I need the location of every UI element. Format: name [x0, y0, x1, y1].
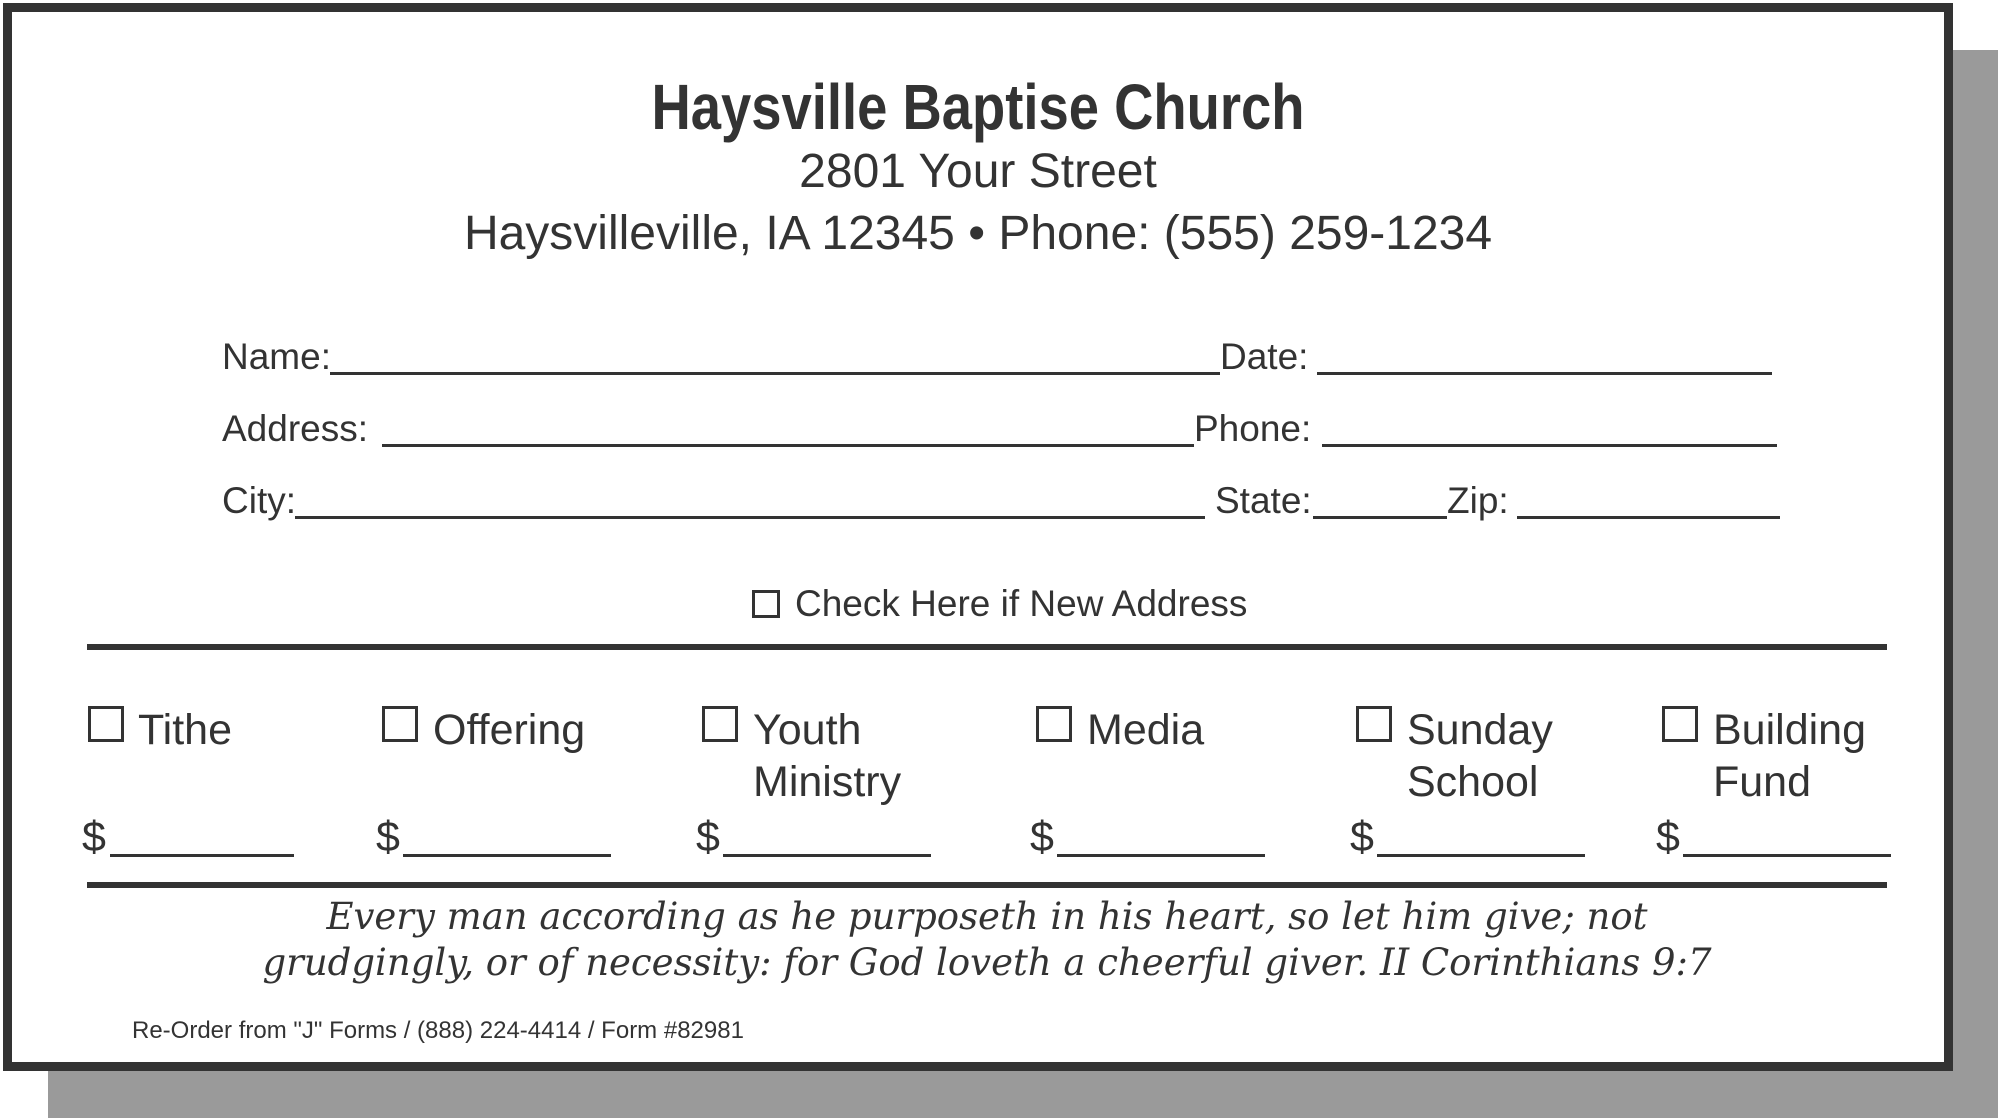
verse-line-2: grudgingly, or of necessity: for God loveth a cheerful giver. II Corinthians 9:7 [262, 941, 1712, 984]
fund-building-fund-label [1713, 704, 1866, 808]
fund-building-line1: Building [1713, 706, 1866, 754]
state-field[interactable] [1313, 516, 1447, 519]
fund-media-label [1087, 704, 1204, 756]
offering-amount-field[interactable] [403, 854, 611, 857]
fund-tithe-label [138, 704, 232, 756]
fund-offering-label [433, 704, 585, 756]
fund-youth-line2: Ministry [753, 758, 902, 806]
fund-sunday-school-label [1407, 704, 1553, 808]
name-label: Name: [222, 336, 331, 377]
youth-ministry-amount-field[interactable] [723, 854, 931, 857]
state-label: State: [1215, 480, 1312, 521]
fund-building-line2: Fund [1713, 758, 1812, 806]
date-label: Date: [1220, 336, 1309, 377]
church-name: Haysville Baptise Church [651, 71, 1305, 143]
tithe-checkbox[interactable] [88, 706, 124, 742]
sunday-school-checkbox[interactable] [1356, 706, 1392, 742]
reorder-info: Re-Order from "J" Forms / (888) 224-4414 / Form #82981 [132, 1017, 744, 1044]
fund-youth-line1: Youth [753, 706, 862, 754]
city-field[interactable] [295, 516, 1205, 519]
offering-checkbox[interactable] [382, 706, 418, 742]
tithe-dollar-sign: $ [82, 813, 106, 861]
divider-bottom [87, 882, 1887, 888]
media-amount-field[interactable] [1057, 854, 1265, 857]
tithe-amount-field[interactable] [110, 854, 294, 857]
youth-ministry-checkbox[interactable] [702, 706, 738, 742]
phone-label: Phone: [1194, 408, 1312, 449]
phone-field[interactable] [1322, 444, 1777, 447]
fund-offering-line1: Offering [433, 706, 586, 754]
building-fund-amount-field[interactable] [1683, 854, 1891, 857]
youth-ministry-dollar-sign: $ [696, 813, 720, 861]
media-checkbox[interactable] [1036, 706, 1072, 742]
fund-media-line1: Media [1087, 706, 1205, 754]
building-fund-checkbox[interactable] [1662, 706, 1698, 742]
verse-line-1: Every man according as he purposeth in his heart, so let him give; not [326, 895, 1648, 938]
building-fund-dollar-sign: $ [1656, 813, 1680, 861]
address-label: Address: [222, 408, 369, 449]
church-city-phone: Haysvilleville, IA 12345 • Phone: (555) 259-1234 [463, 207, 1493, 260]
city-label: City: [222, 480, 296, 521]
fund-sunday-line2: School [1407, 758, 1539, 806]
name-field[interactable] [330, 372, 1220, 375]
fund-tithe-line1: Tithe [138, 706, 232, 754]
media-dollar-sign: $ [1030, 813, 1054, 861]
address-field[interactable] [382, 444, 1194, 447]
sunday-school-dollar-sign: $ [1350, 813, 1374, 861]
sunday-school-amount-field[interactable] [1377, 854, 1585, 857]
divider-top [87, 644, 1887, 650]
new-address-checkbox[interactable] [752, 590, 780, 618]
fund-sunday-line1: Sunday [1407, 706, 1553, 754]
offering-envelope-card [3, 3, 1953, 1071]
zip-label: Zip: [1447, 480, 1509, 521]
offering-dollar-sign: $ [376, 813, 400, 861]
zip-field[interactable] [1517, 516, 1780, 519]
new-address-label: Check Here if New Address [795, 583, 1248, 624]
date-field[interactable] [1317, 372, 1772, 375]
church-street: 2801 Your Street [799, 145, 1157, 198]
fund-youth-ministry-label [753, 704, 901, 808]
